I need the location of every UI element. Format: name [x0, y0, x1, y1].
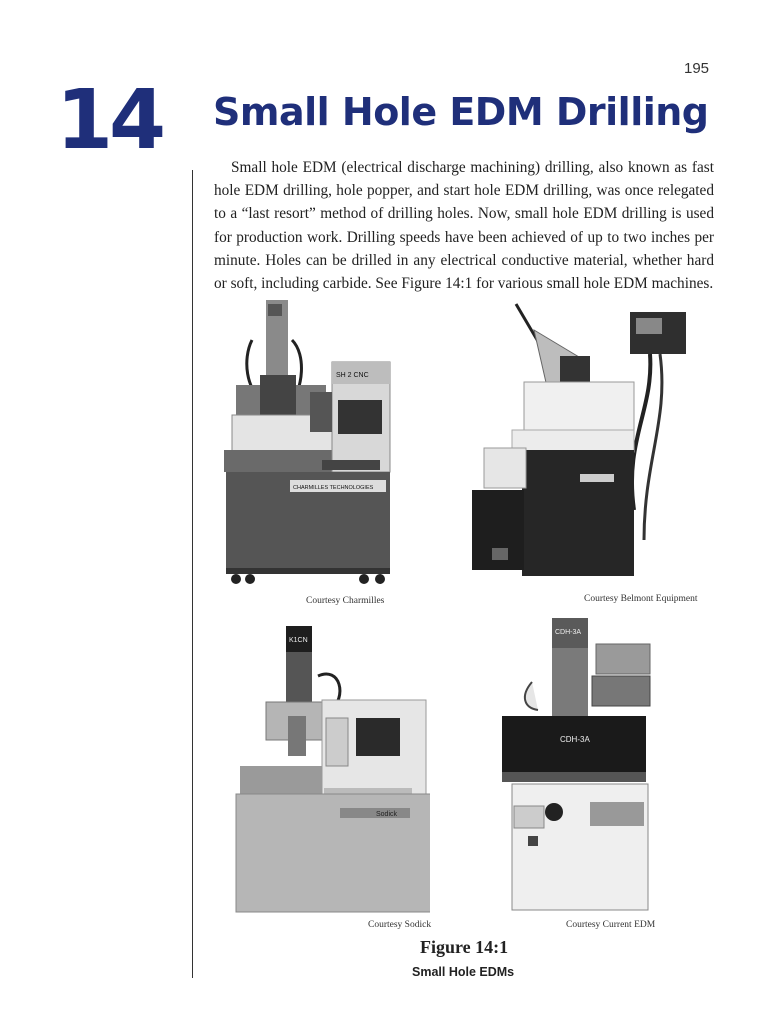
caption-current-edm: Courtesy Current EDM — [566, 920, 656, 930]
charmilles-machine-illustration — [222, 300, 394, 588]
chapter-title: Small Hole EDM Drilling — [213, 90, 709, 134]
caption-sodick: Courtesy Sodick — [368, 920, 432, 930]
photo-sodick — [230, 616, 430, 916]
figure-label: Figure 14:1 — [420, 937, 509, 957]
photo-charmilles — [222, 300, 394, 588]
caption-belmont: Courtesy Belmont Equipment — [584, 594, 698, 604]
body-paragraph: Small hole EDM (electrical discharge machining) drilling, also known as fast hole EDM drilling, hole popper, and start hole EDM drilling, was once relegated to a “last resort” method of drilling holes. Now, small hole EDM drilling is used for production work. Drilling speeds have been achieved of up to two inches per minute. Holes can be drilled in any electrical conductive material, whether hard or soft, including carbide. See Figure 14:1 for various small hole EDM machines. — [214, 159, 714, 293]
belmont-machine-illustration — [464, 300, 694, 582]
vertical-rule — [192, 170, 193, 978]
current-edm-machine-illustration — [498, 616, 658, 916]
caption-charmilles: Courtesy Charmilles — [306, 596, 385, 606]
chapter-number: 14 — [56, 73, 163, 168]
charmilles-panel-label: SH 2 CNC — [336, 372, 369, 379]
sodick-brand-label: Sodick — [376, 811, 398, 818]
charmilles-brand-label: CHARMILLES TECHNOLOGIES — [293, 485, 374, 491]
current-edm-tank-label: CDH-3A — [560, 735, 590, 744]
sodick-machine-illustration — [230, 616, 430, 916]
page-number: 195 — [684, 60, 710, 77]
current-edm-column-label: CDH-3A — [555, 629, 582, 636]
photo-belmont — [464, 300, 694, 582]
figure-title: Small Hole EDMs — [412, 965, 515, 979]
sodick-head-label: K1CN — [289, 637, 308, 644]
photo-current-edm — [498, 616, 658, 916]
